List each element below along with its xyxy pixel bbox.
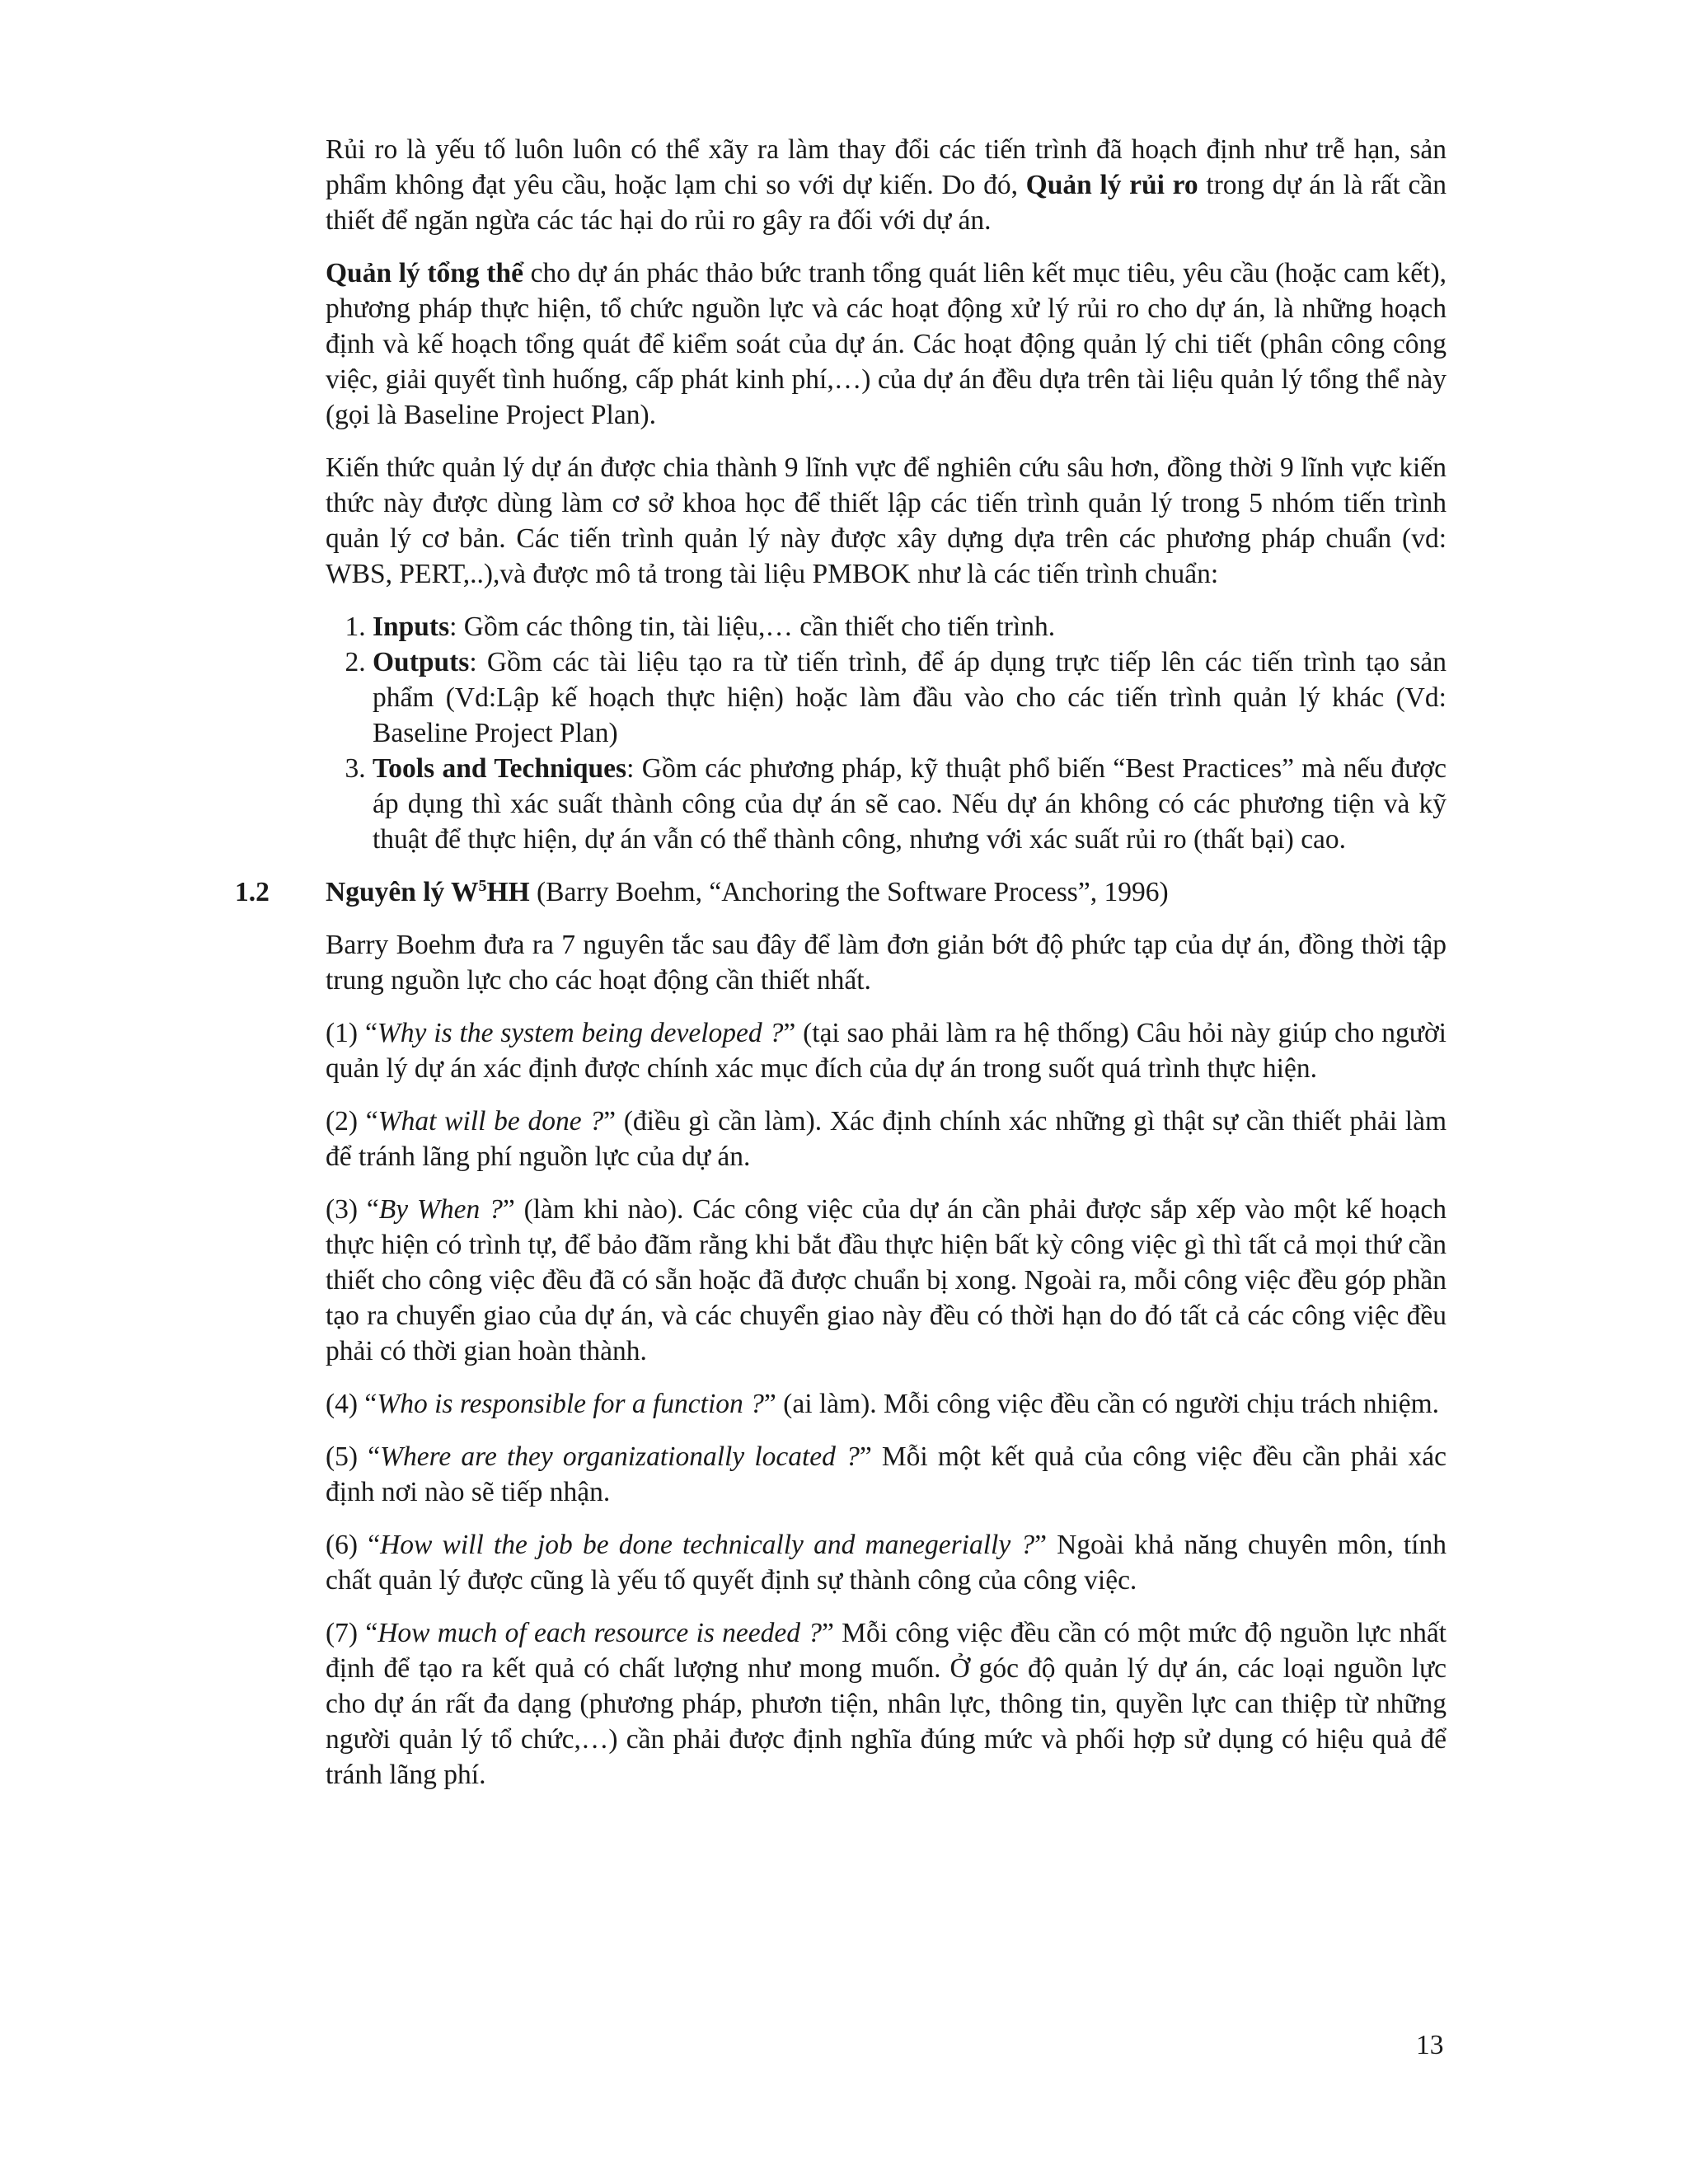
list-item: 3. Tools and Techniques: Gồm các phương pháp, kỹ thuật phổ biến “Best Practices” mà nếu được áp dụng thì xác suất thành công của dự án sẽ cao. Nếu dự án không có các phương tiện và kỹ thuật để thực hiện, dự án vẫn có thể thành công, nhưng với xác suất rủi ro (thất bại) cao. [373, 751, 1447, 857]
section-title: Nguyên lý $W^5HH$ (Barry Boehm, “Anchoring the Software Process”, 1996) [326, 876, 1169, 907]
paragraph-risk-management: Rủi ro là yếu tố luôn luôn có thể xãy ra làm thay đổi các tiến trình đã hoạch định như trễ hạn, sản phẩm không đạt yêu cầu, hoặc lạm chi so với dự kiến. Do đó, Quản lý rủi ro trong dự án là rất cần thiết để ngăn ngừa các tác hại do rủi ro gây ra đối với dự án. [326, 134, 1447, 236]
principle-item: (7) “How much of each resource is needed ?” Mỗi công việc đều cần có một mức độ nguồn lực nhất định để tạo ra kết quả có chất lượng như mong muốn. Ở góc độ quản lý dự án, các loại nguồn lực cho dự án rất đa dạng (phương pháp, phươn tiện, nhân lực, thông tin, quyền lực can thiệp từ những người quản lý tổ chức,…) cần phải được định nghĩa đúng mức và phối hợp sử dụng có hiệu quả để tránh lãng phí. [326, 1618, 1447, 1790]
paragraph-integration-management: Quản lý tổng thể cho dự án phác thảo bức tranh tổng quát liên kết mục tiêu, yêu cầu (hoặc cam kết), phương pháp thực hiện, tổ chức nguồn lực và các hoạt động xử lý rủi ro cho dự án, là những hoạch định và kế hoạch tổng quát để kiểm soát của dự án. Các hoạt động quản lý chi tiết (phân công công việc, giải quyết tình huống, cấp phát kinh phí,…) của dự án đều dựa trên tài liệu quản lý tổng thể này (gọi là Baseline Project Plan). [326, 258, 1447, 430]
term-integration-management: Quản lý tổng thể [326, 258, 523, 288]
list-item: 1. Inputs: Gồm các thông tin, tài liệu,… cần thiết cho tiến trình. [373, 609, 1447, 644]
section-intro: Barry Boehm đưa ra 7 nguyên tắc sau đây để làm đơn giản bớt độ phức tạp của dự án, đồng thời tập trung nguồn lực cho các hoạt động cần thiết nhất. [326, 930, 1447, 996]
principle-item: (2) “What will be done ?” (điều gì cần làm). Xác định chính xác những gì thật sự cần thiết phải làm để tránh lãng phí nguồn lực của dự án. [326, 1106, 1447, 1172]
principle-item: (4) “Who is responsible for a function ?” (ai làm). Mỗi công việc đều cần có người chịu trách nhiệm. [326, 1389, 1440, 1419]
page-number: 13 [1416, 2030, 1444, 2060]
process-components-list [326, 609, 1447, 857]
section-reference: (Barry Boehm, “Anchoring the Software Process”, 1996) [529, 877, 1169, 907]
section-number: 1.2 [235, 877, 270, 907]
principle-item: (1) “Why is the system being developed ?” (tại sao phải làm ra hệ thống) Câu hỏi này giúp cho người quản lý dự án xác định được chính xác mục đích của dự án trong suốt quá trình thực hiện. [326, 1018, 1447, 1084]
term-risk-management: Quản lý rủi ro [1025, 170, 1198, 200]
paragraph-knowledge-areas: Kiến thức quản lý dự án được chia thành 9 lĩnh vực để nghiên cứu sâu hơn, đồng thời 9 lĩnh vực kiến thức này được dùng làm cơ sở khoa học để thiết lập các tiến trình quản lý trong 5 nhóm tiến trình quản lý cơ bản. Các tiến trình quản lý này được xây dựng dựa trên các phương pháp chuẩn (vd: WBS, PERT,..),và được mô tả trong tài liệu PMBOK như là các tiến trình chuẩn: [326, 452, 1447, 589]
principle-item: (3) “By When ?” (làm khi nào). Các công việc của dự án cần phải được sắp xếp vào một kế hoạch thực hiện có trình tự, để bảo đãm rằng khi bắt đầu thực hiện bất kỳ công việc gì thì tất cả mọi thứ cần thiết cho công việc đều đã có sẵn hoặc đã được chuẩn bị xong. Ngoài ra, mỗi công việc đều góp phần tạo ra chuyển giao của dự án, và các chuyển giao này đều có thời hạn do đó tất cả các công việc đều phải có thời gian hoàn thành. [326, 1194, 1447, 1366]
principle-item: (6) “How will the job be done technically and manegerially ?” Ngoài khả năng chuyên môn, tính chất quản lý được cũng là yếu tố quyết định sự thành công của công việc. [326, 1530, 1447, 1596]
page-body [235, 132, 1447, 1810]
principle-item: (5) “Where are they organizationally located ?” Mỗi một kết quả của công việc đều cần phải xác định nơi nào sẽ tiếp nhận. [326, 1441, 1447, 1507]
section-heading [235, 874, 1447, 910]
list-item: 2. Outputs: Gồm các tài liệu tạo ra từ tiến trình, để áp dụng trực tiếp lên các tiến trình tạo sản phẩm (Vd:Lập kế hoạch thực hiện) hoặc làm đầu vào cho các tiến trình quản lý khác (Vd: Baseline Project Plan) [373, 644, 1447, 751]
